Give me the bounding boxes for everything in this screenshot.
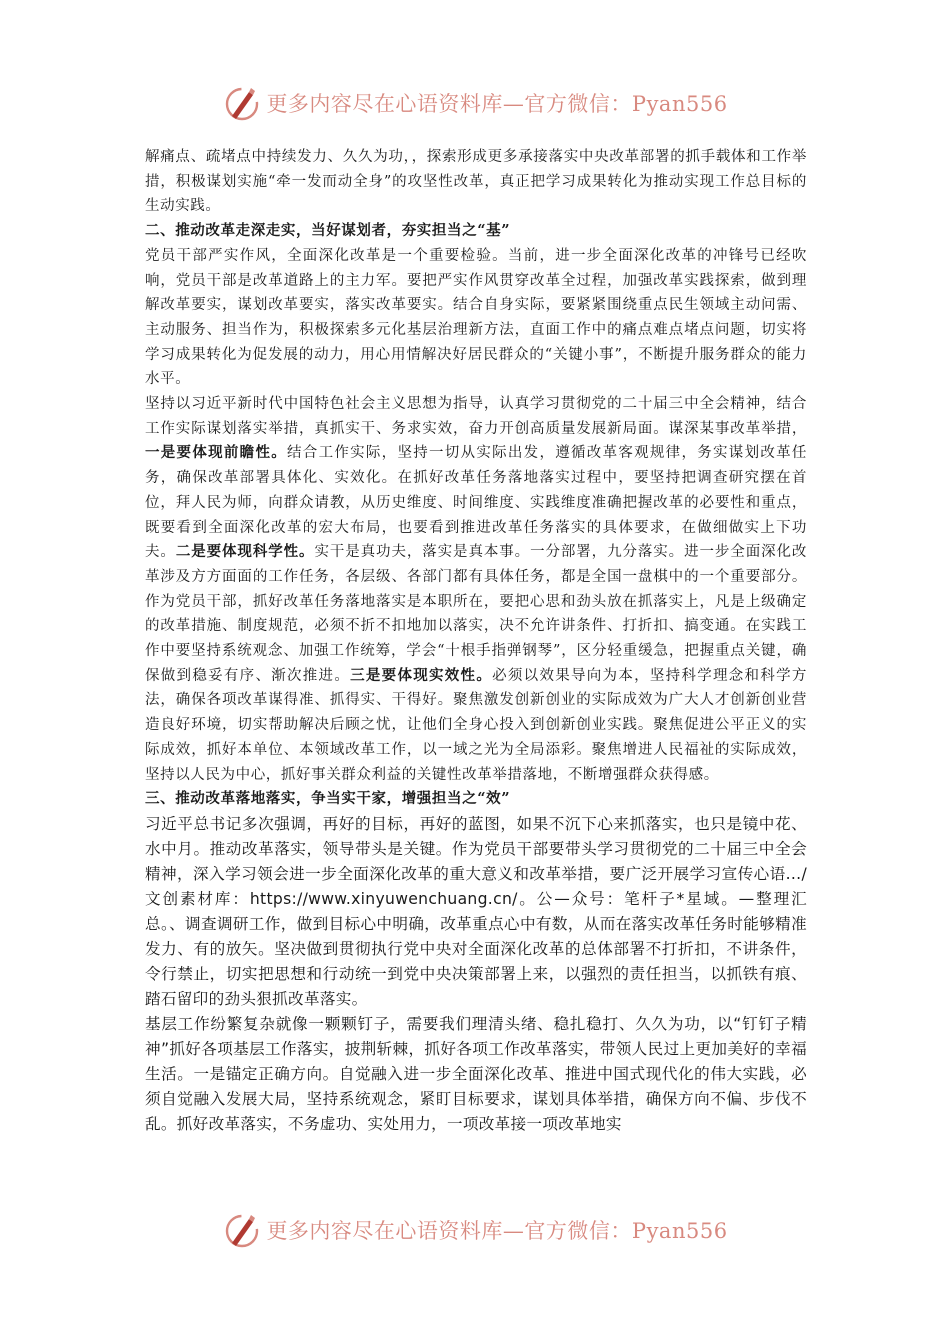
paragraph-5: 基层工作纷繁复杂就像一颗颗钉子，需要我们理清头绪、稳扎稳打、久久为功，以“钉钉子精神”抓好各项基层工作落实，披荆斩棘，抓好各项工作改革落实，带领人民过上更加美好的幸福生活。一是锚定正确方向。自觉融入进一步全面深化改革、推进中国式现代化的伟大实践，必须自觉融入发展大局，坚持系统观念，紧盯目标要求，谋划具体举措，确保方向不偏、步伐不乱。抓好改革落实，不务虚功、实处用力，一项改革接一项改革地实: [145, 1014, 807, 1133]
pen-swirl-logo-icon: [222, 83, 262, 123]
footer-banner: [0, 1207, 950, 1253]
paragraph-3-text-c: 结合工作实际，坚持一切从实际出发，遵循改革客观规律，务实谋划改革任务，确保改革部署具体化、实效化。在抓好改革任务落地落实过程中，要坚持把调查研究摆在首位，拜人民为师，向群众请教，从历史维度、时间维度、实践维度准确把握改革的必要性和重点，既要看到全面深化改革的宏大布局，也要看到推进改革任务落实的具体要求，在做细做实上下功夫。: [145, 445, 808, 561]
header-banner-text: 更多内容尽在心语资料库—官方微信：Pyan556: [266, 92, 728, 116]
section-heading-3: 三、推动改革落地落实，争当实干家，增强担当之“效”: [145, 790, 511, 808]
paragraph-1: 解痛点、疏堵点中持续发力、久久为功，，探索形成更多承接落实中央改革部署的抓手载体和工作举措，积极谋划实施“牵一发而动全身”的攻坚性改革，真正把学习成果转化为推动实现工作总目标的生动实践。: [145, 149, 807, 215]
point-2-heading: 二是要体现科学性。: [175, 543, 315, 561]
point-3-heading: 三是要体现实效性。: [350, 666, 493, 684]
paragraph-2: 党员干部严实作风，全面深化改革是一个重要检验。当前，进一步全面深化改革的冲锋号已经吹响，党员干部是改革道路上的主力军。要把严实作风贯穿改革全过程，加强改革实践探索，做到理解改革要实，谋划改革要实，落实改革要实。结合自身实际，要紧紧围绕重点民生领域主动问需、主动服务、担当作为，积极探索多元化基层治理新方法，直面工作中的痛点难点堵点问题，切实将学习成果转化为促发展的动力，用心用情解决好居民群众的“关键小事”，不断提升服务群众的能力水平。: [145, 247, 807, 388]
paragraph-3-text-d: 实干是真功夫，落实是真本事。一分部署，九分落实。进一步全面深化改革涉及方方面面的工作任务，各层级、各部门都有具体任务，都是全国一盘棋中的一个重要部分。作为党员干部，抓好改革任务落地落实是本职所在，要把心思和劲头放在抓落实上，凡是上级确定的改革措施、制度规范，必须不折不扣地加以落实，决不允许讲条件、打折扣、搞变通。在实践工作中要坚持系统观念、加强工作统筹，学会“十根手指弹钢琴”，区分轻重缓急，把握重点关键，确保做到稳妥有序、渐次推进。: [145, 544, 807, 684]
paragraph-3: [145, 392, 807, 787]
paragraph-3-text-e: 必须以效果导向为本，坚持科学理念和科学方法，确保各项改革谋得准、抓得实、干得好。聚焦激发创新创业的实际成效为广大人才创新创业营造良好环境，切实帮助解决后顾之忧，让他们全身心投入到创新创业实践。聚焦促进公平正义的实际成效，抓好本单位、本领域改革工作，以一域之光为全局添彩。聚焦增进人民福祉的实际成效，坚持以人民为中心，抓好事关群众利益的关键性改革举措落地，不断增强群众获得感。: [145, 667, 807, 783]
section-heading-2: 二、推动改革走深走实，当好谋划者，夯实担当之“基”: [145, 222, 511, 240]
paragraph-3-text-a: 坚持以习近平新时代中国特色社会主义思想为指导，认真学习贯彻党的二十届三中全会精神，结合工作实际谋划落实举措，真抓实干、务求实效，奋力开创高质量发展新局面。谋深某事改革举措，: [145, 396, 807, 437]
pen-swirl-logo-icon: [222, 1210, 262, 1250]
point-1-heading: 一是要体现前瞻性。: [145, 444, 288, 462]
footer-banner-text: 更多内容尽在心语资料库—官方微信：Pyan556: [266, 1219, 728, 1243]
paragraph-4: 习近平总书记多次强调，再好的目标，再好的蓝图，如果不沉下心来抓落实，也只是镜中花、水中月。推动改革落实，领导带头是关键。作为党员干部要带头学习贯彻党的二十届三中全会精神，深入学习领会进一步全面深化改革的重大意义和改革举措，要广泛开展学习宣传心语.../文创素材库：https://www.xinyuwenchuang.cn/。公—众号：笔杆子*星域。—整理汇总。、调查调研工作，做到目标心中明确，改革重点心中有数，从而在落实改革任务时能够精准发力、有的放矢。坚决做到贯彻执行党中央对全面深化改革的总体部署不打折扣，不讲条件，令行禁止，切实把思想和行动统一到党中央决策部署上来，以强烈的责任担当，以抓铁有痕、踏石留印的劲头狠抓改革落实。: [145, 814, 807, 1008]
header-banner: [0, 80, 950, 126]
document-body: [145, 145, 807, 1137]
